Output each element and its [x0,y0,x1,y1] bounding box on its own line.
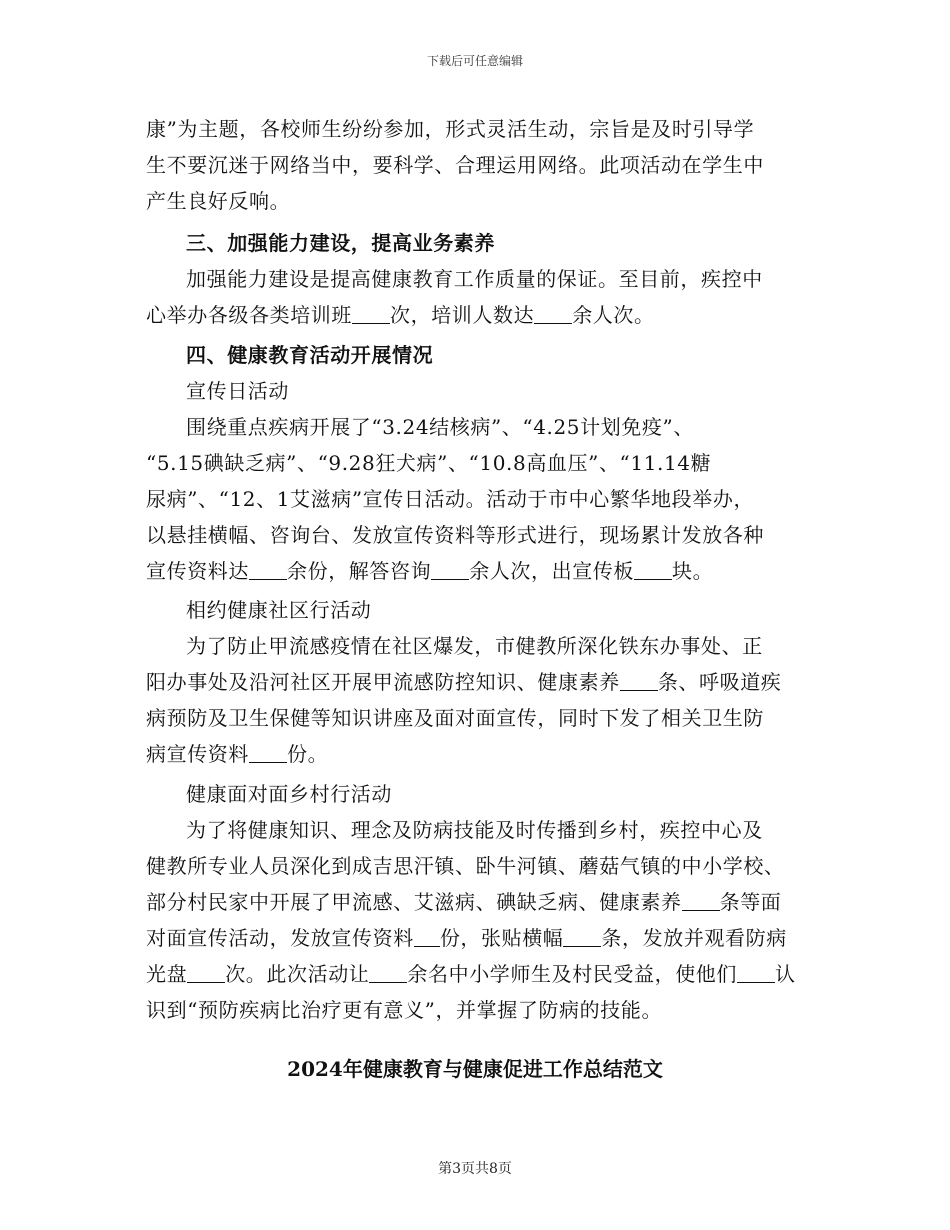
paragraph-line [146,299,655,328]
text-run: 条，发放并观看防病 [601,926,787,950]
paragraph-line: “5.15碘缺乏病”、“9.28狂犬病”、“10.8高血压”、“11.14糖 [146,451,712,475]
subheading: 宣传日活动 [186,379,289,403]
paragraph-line [146,886,781,915]
text-run: 心举办各级各类培训班 [146,303,352,327]
paragraph-line: 为了防止甲流感疫情在社区爆发，市健教所深化铁东办事处、正 [186,634,763,658]
text-run: 光盘 [146,962,188,986]
fill-blank [534,305,572,324]
paragraph-line [146,738,328,767]
text-run: 条、呼吸道疾 [657,670,782,694]
paragraph-line: 为了将健康知识、理念及防病技能及时传播到乡村，疾控中心及 [186,818,763,842]
paragraph-line: 健教所专业人员深化到成吉思汗镇、卧牛河镇、蘑菇气镇的中小学校、 [146,854,785,878]
page-footer: 第3页共8页 [438,1161,512,1177]
fill-blank [249,744,287,763]
paragraph-line: 围绕重点疾病开展了“3.24结核病”、“4.25计划免疫”、 [186,415,694,439]
text-run: 余份，解答咨询 [287,559,432,583]
section-heading-3: 三、加强能力建设，提高业务素养 [186,231,495,255]
fill-blank [737,964,775,983]
paragraph-line [146,958,796,987]
paragraph-line: 生不要沉迷于网络当中，要科学、合理运用网络。此项活动在学生中 [146,153,764,177]
fill-blank [352,305,390,324]
page-header: 下载后可任意编辑 [426,54,523,68]
paragraph-line: 识到“预防疾病比治疗更有意义”，并掌握了防病的技能。 [146,998,663,1022]
text-run: 余人次。 [572,303,655,327]
paragraph-line [146,555,713,584]
paragraph-line: 尿病”、“12、1艾滋病”宣传日活动。活动于市中心繁华地段举办， [146,487,755,511]
fill-blank [634,561,672,580]
fill-blank [414,928,440,947]
fill-blank [187,964,225,983]
paragraph-line [146,922,787,951]
text-run: 对面宣传活动，发放宣传资料 [146,926,414,950]
subheading: 健康面对面乡村行活动 [186,782,392,806]
text-run: 块。 [672,559,714,583]
paragraph-line: 病预防及卫生保健等知识讲座及面对面宣传，同时下发了相关卫生防 [146,706,764,730]
document-title: 2024年健康教育与健康促进工作总结范文 [287,1057,663,1081]
text-run: 份，张贴横幅 [439,926,564,950]
paragraph-line: 康”为主题，各校师生纷纷参加，形式灵活生动，宗旨是及时引导学 [146,117,755,141]
fill-blank [249,561,287,580]
text-run: 阳办事处及沿河社区开展甲流感防控知识、健康素养 [146,670,620,694]
text-run: 余人次，出宣传板 [469,559,635,583]
text-run: 次。此次活动让 [225,962,370,986]
fill-blank [431,561,469,580]
paragraph-line: 加强能力建设是提高健康教育工作质量的保证。至目前，疾控中 [186,267,763,291]
section-heading-4: 四、健康教育活动开展情况 [186,343,434,367]
text-run: 认 [775,962,796,986]
text-run: 份。 [287,742,329,766]
text-run: 次，培训人数达 [390,303,535,327]
fill-blank [369,964,407,983]
paragraph-line: 以悬挂横幅、咨询台、发放宣传资料等形式进行，现场累计发放各种 [146,523,764,547]
text-run: 余名中小学师生及村民受益，使他们 [407,962,738,986]
paragraph-line [146,666,781,695]
subheading: 相约健康社区行活动 [186,598,372,622]
fill-blank [563,928,601,947]
fill-blank [682,892,720,911]
text-run: 病宣传资料 [146,742,249,766]
text-run: 部分村民家中开展了甲流感、艾滋病、碘缺乏病、健康素养 [146,890,682,914]
fill-blank [620,672,658,691]
paragraph-line: 产生良好反响。 [146,189,291,213]
text-run: 条等面 [719,890,782,914]
text-run: 宣传资料达 [146,559,249,583]
